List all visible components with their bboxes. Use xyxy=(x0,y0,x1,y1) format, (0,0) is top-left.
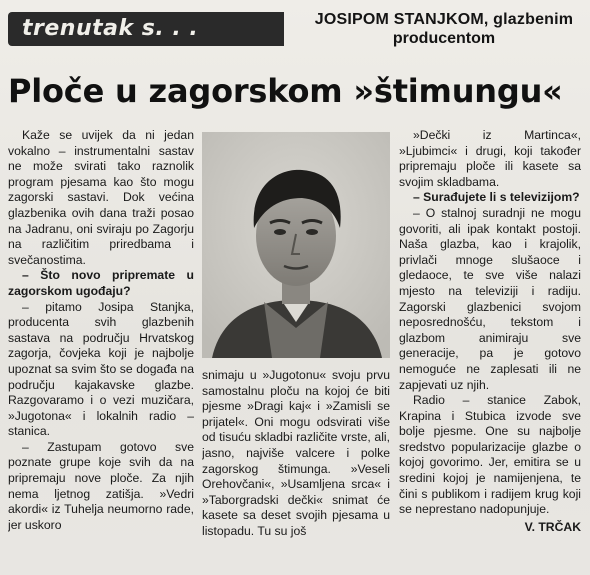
paragraph: snimaju u »Jugotonu« svoju prvu samostalnu ploču na kojoj će biti pjesme »Dragi kaj« i »Zamisli se prijatel«. Oni mogu odsvirati više od tisuću skladbi različite vrste, ali, jasno, najviše valcere i polke zagorskog štimunga. »Veseli Orehovčani«, »Usamljena srca« i »Taborgradski dečki« snimat će kasete sa deset svojih pjesama u listopadu. Tu su još xyxy=(202,368,390,538)
author-signature: V. TRČAK xyxy=(524,519,581,534)
column-kicker: trenutak s. . . xyxy=(8,12,284,46)
interview-question: – Što novo pripremate u zagorskom ugođaju? xyxy=(8,268,194,298)
portrait-icon xyxy=(202,132,390,358)
paragraph: Kaže se uvijek da ni jedan vokalno – instrumentalni sastav ne može svirati tako raznolik program pjesama kao što mogu zagorski sastavi. Dok većina glazbenika ovih dana traži posao na Jadranu, oni sviraju po Zagorju na različitim priredbama i svečanostima. xyxy=(8,128,194,267)
headline: Ploče u zagorskom »štimungu« xyxy=(8,72,563,110)
paragraph: – Zastupam gotovo sve poznate grupe koje svih da na pripremaju nove ploče. Za njih nema ljetnog zatišja. »Vedri akordi« iz Tuhelja neumorno rade, jer uskoro xyxy=(8,439,194,532)
byline-line1: JOSIPOM STANJKOM, glazbenim xyxy=(314,11,574,28)
column-1 xyxy=(8,128,194,568)
byline-line2: producentom xyxy=(392,30,496,47)
column-2 xyxy=(202,368,390,568)
portrait-photo xyxy=(202,132,390,358)
paragraph: – O stalnoj suradnji ne mogu govoriti, ali ipak kontakt postoji. Naša glazba, kao i krajolik, privlači mnoge slušaoce i gledaoce, te sve više nalazi mjesto na televiziji i radiju. Zagorski glazbenici svojom neposrednošću, tekstom i glazbom animiraju sve generacije, pa je gotovo nemoguće ne zaplesati ili ne zapjevati uz njih. xyxy=(399,205,581,392)
byline xyxy=(300,10,588,48)
paragraph: Radio – stanice Zabok, Krapina i Stubica izvode sve bolje pjesme. One su najbolje sredstvo popularizacije glazbe o kojoj govorimo. Jer, emitira se u sredini kojoj je namijenjena, te čini s publikom i radijem krug koji se neprestano nadopunjuje. xyxy=(399,393,581,517)
interview-question: – Surađujete li s televizijom? xyxy=(413,190,580,205)
paragraph: »Dečki iz Martinca«, »Ljubimci« i drugi, koji također pripremaju ploče ili kasete sa svojim skladbama. xyxy=(399,128,581,189)
paragraph: – pitamo Josipa Stanjka, producenta svih glazbenih sastava na području Hrvatskog zagorja, čovjeka koji je najbolje upoznat sa svim što se događa na području kajakavske glazbe. Razgovaramo i o vezi muzičara, »Jugotona« i lokalnih radio – stanica. xyxy=(8,299,194,439)
column-3 xyxy=(399,128,581,568)
